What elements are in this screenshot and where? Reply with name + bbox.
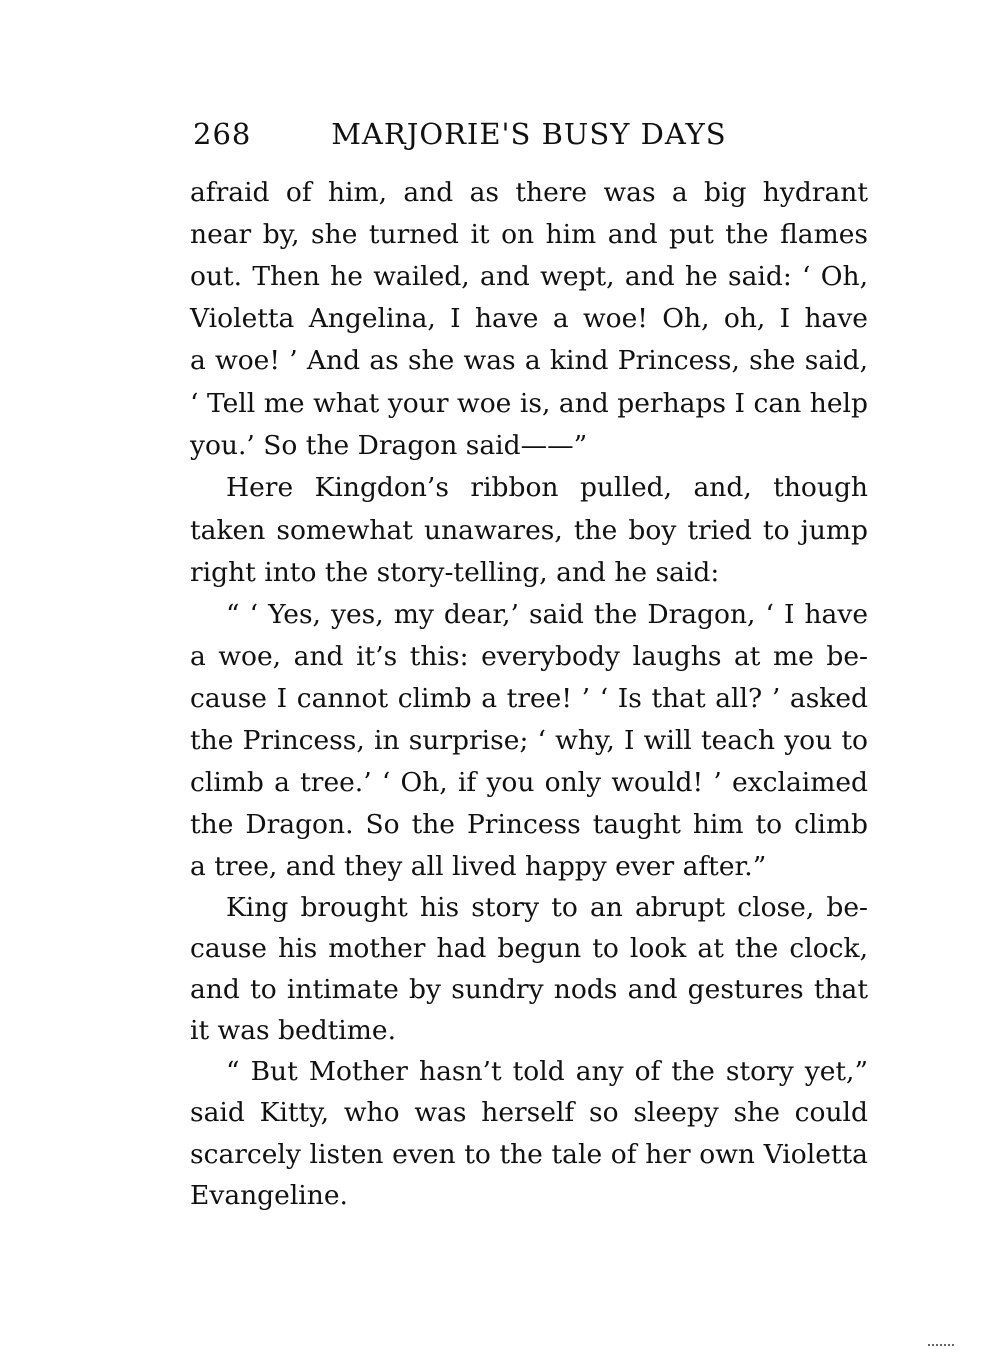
text-line: afraid of him, and as there was a big hydrant [190,177,868,208]
text-line: you.’ So the Dragon said——” [190,430,588,461]
text-line: cause his mother had begun to look at the clock, [190,933,868,964]
page-number: 268 [193,117,252,151]
text-line: climb a tree.’ ‘ Oh, if you only would! ’ exclaimed [190,767,868,798]
text-line: right into the story-telling, and he said: [190,557,720,588]
text-line: near by, she turned it on him and put the flames [190,219,868,250]
text-line: cause I cannot climb a tree! ’ ‘ Is that all? ’ asked [190,683,868,714]
text-line: Evangeline. [190,1180,348,1211]
book-title: MARJORIE'S BUSY DAYS [331,117,727,151]
scan-artifact [928,1344,954,1349]
text-line: “ But Mother hasn’t told any of the story yet,” [226,1056,868,1087]
text-line: “ ‘ Yes, yes, my dear,’ said the Dragon, ‘ I have [226,599,868,630]
running-head [193,112,753,156]
text-line: Here Kingdon’s ribbon pulled, and, though [226,472,868,503]
text-line: out. Then he wailed, and wept, and he said: ‘ Oh, [190,261,868,292]
text-line: a woe, and it’s this: everybody laughs at me be- [190,641,868,672]
text-line: a tree, and they all lived happy ever after.” [190,851,767,882]
text-line: the Princess, in surprise; ‘ why, I will teach you to [190,725,868,756]
text-line: said Kitty, who was herself so sleepy she could [190,1097,868,1128]
text-line: taken somewhat unawares, the boy tried to jump [190,515,868,546]
text-line: the Dragon. So the Princess taught him to climb [190,809,868,840]
text-line: King brought his story to an abrupt close, be- [226,892,868,923]
text-line: scarcely listen even to the tale of her own Violetta [190,1139,868,1170]
text-line: Violetta Angelina, I have a woe! Oh, oh, I have [190,303,868,334]
text-line: a woe! ’ And as she was a kind Princess, she said, [190,345,868,376]
text-line: it was bedtime. [190,1015,397,1046]
text-line: and to intimate by sundry nods and gestures that [190,974,868,1005]
text-line: ‘ Tell me what your woe is, and perhaps I can help [190,388,868,419]
